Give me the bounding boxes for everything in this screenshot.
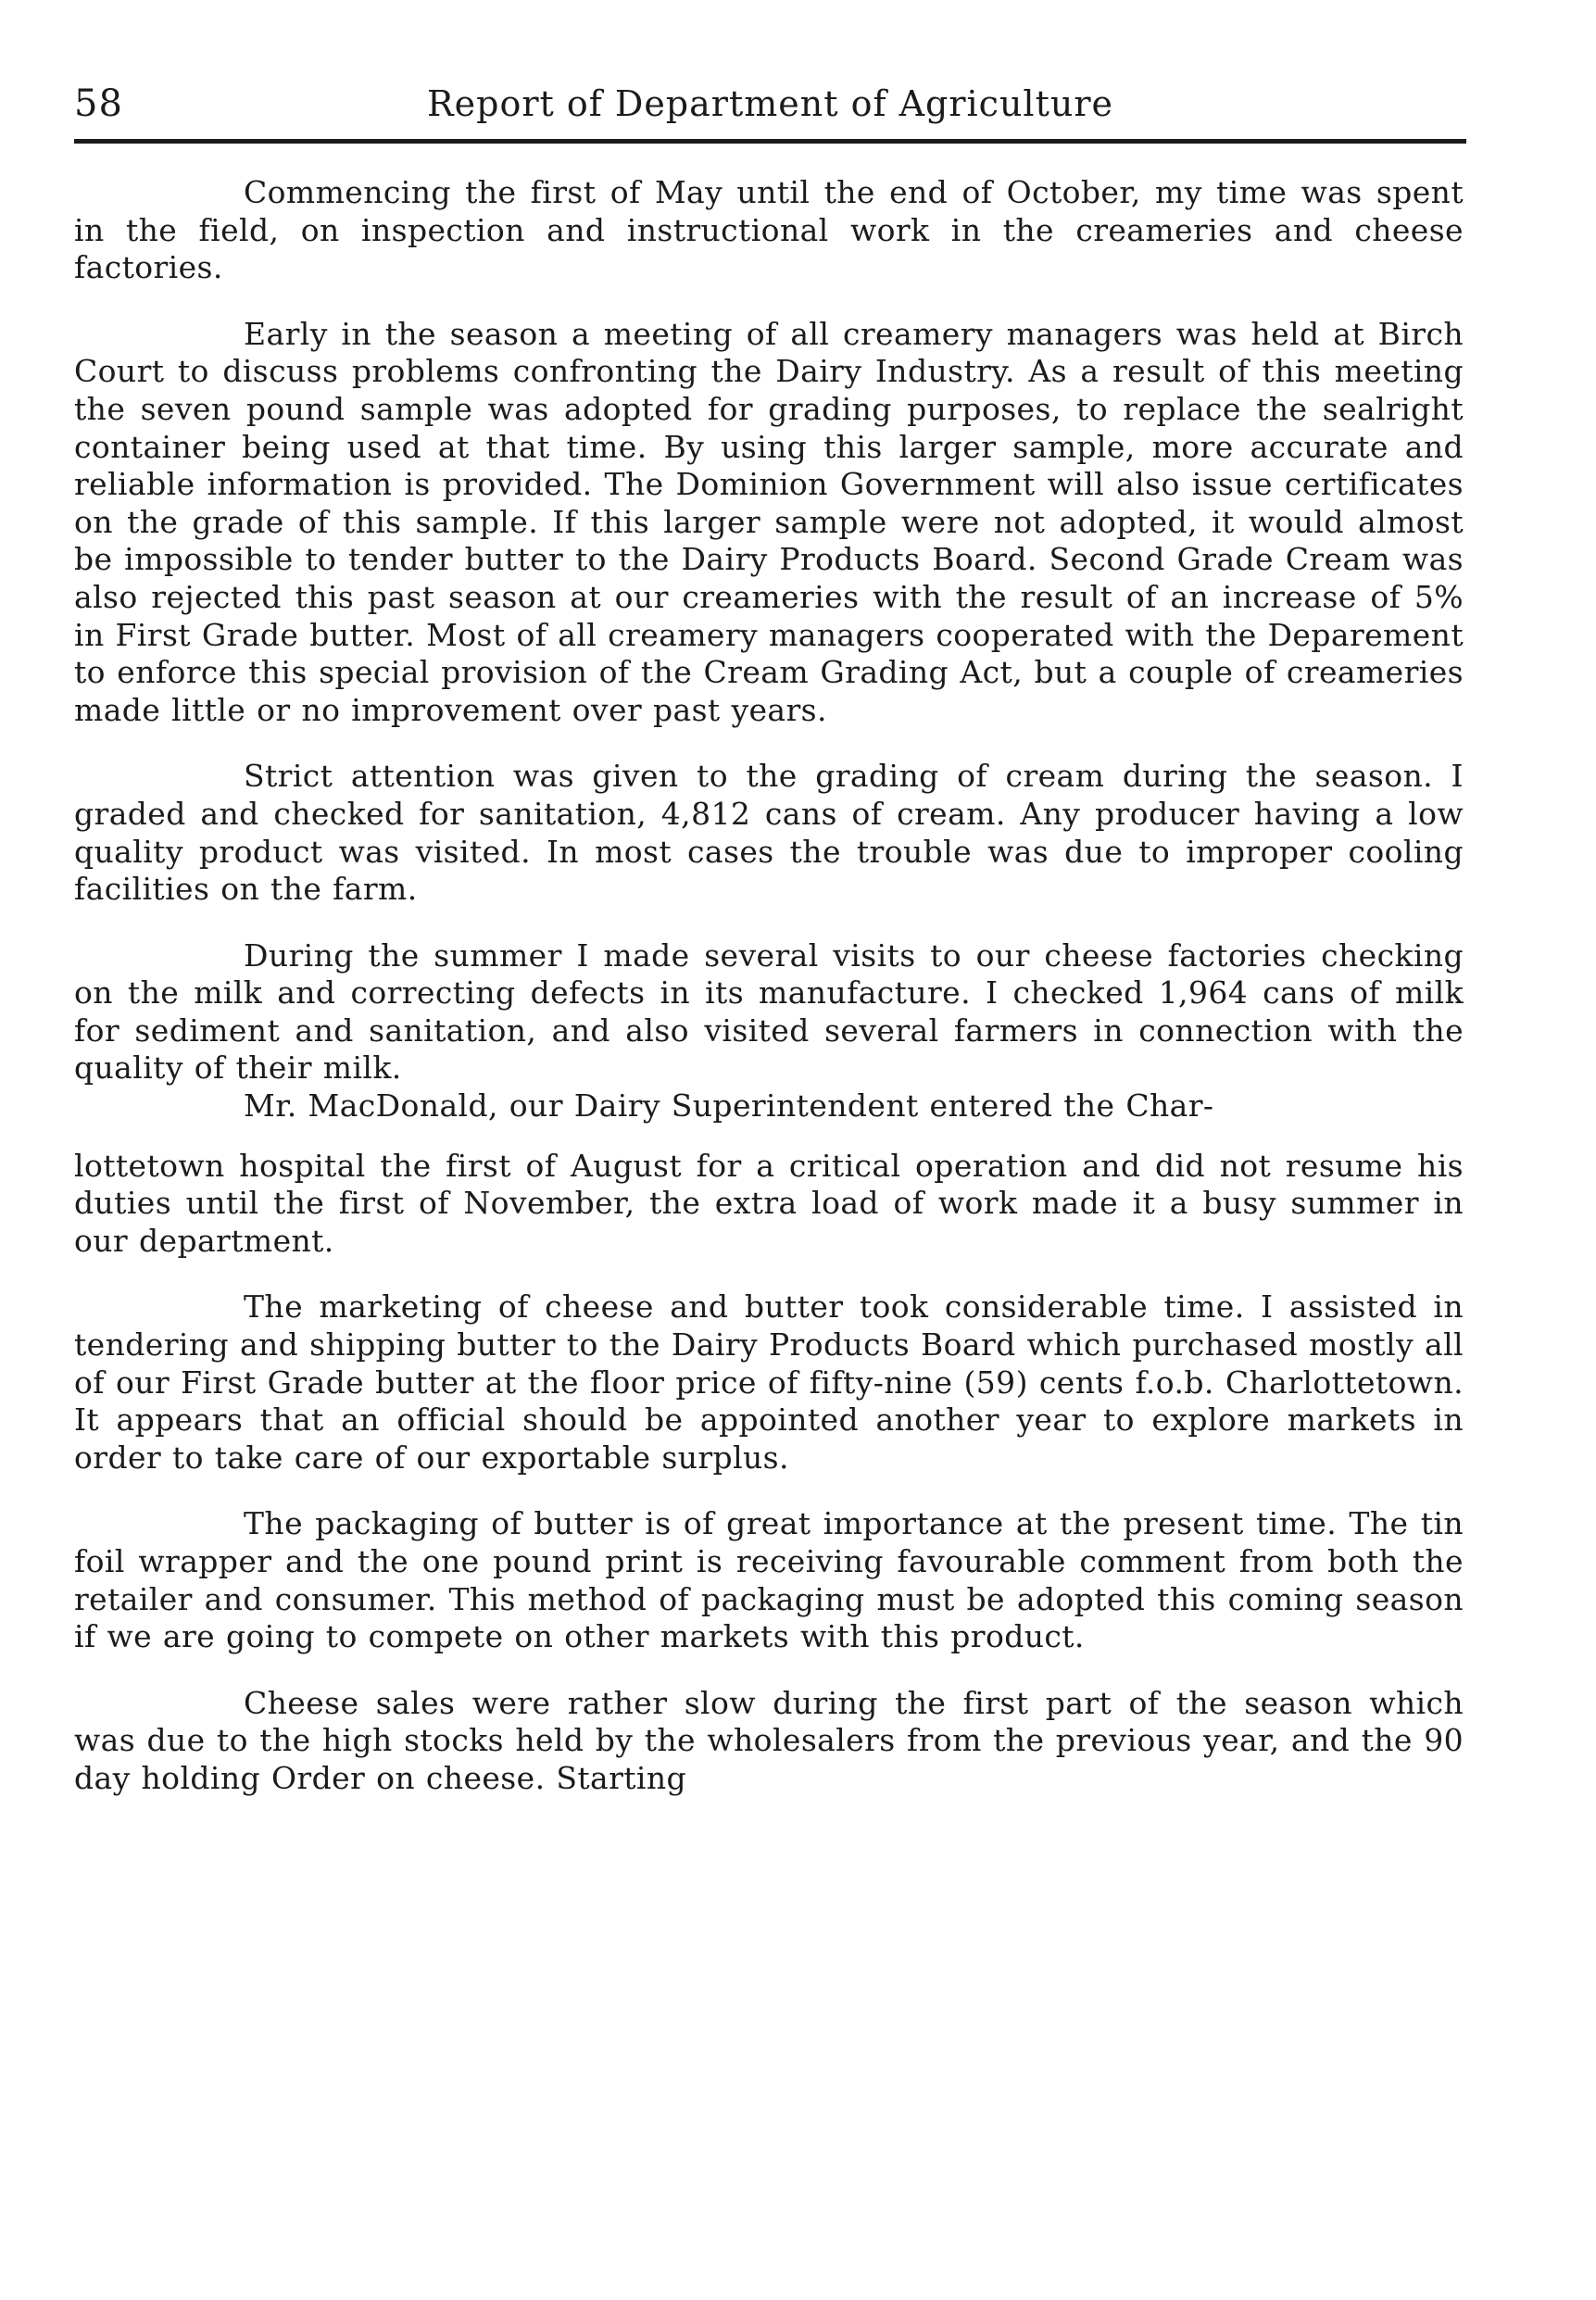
page-header <box>74 78 1466 130</box>
paragraph-cheese-sales: Cheese sales were rather slow during the first part of the season which was due to the high stocks held by the wholesalers from the previous year, and the 90 day holding Order on cheese. Starting <box>74 1684 1464 1796</box>
paragraph-cheese-factories: During the summer I made several visits to our cheese factories checking on the milk and correcting defects in its manufacture. I checked 1,964 cans of milk for sediment and sanitation, and also visited several farmers in connection with the quality of their milk. <box>74 936 1464 1087</box>
paragraph-superintendent-continued: lottetown hospital the first of August for a critical operation and did not resume his duties until the first of November, the extra load of work made it a busy summer in our department. <box>74 1147 1464 1259</box>
body-text <box>74 174 1464 1827</box>
paragraph-inspection-work: Commencing the first of May until the end of October, my time was spent in the field, on inspection and instructional work in the creameries and cheese factories. <box>74 174 1464 286</box>
paragraph-marketing: The marketing of cheese and butter took considerable time. I assisted in tendering and shipping butter to the Dairy Products Board which purchased mostly all of our First Grade butter at the floor price of fifty-nine (59) cents f.o.b. Charlottetown. It appears that an official should be appointed another year to explore markets in order to take care of our exportable surplus. <box>74 1288 1464 1476</box>
paragraph-managers-meeting: Early in the season a meeting of all creamery managers was held at Birch Court to discuss problems confronting the Dairy Industry. As a result of this meeting the seven pound sample was adopted for grading purposes, to replace the sealright container being used at that time. By using this larger sample, more accurate and reliable information is provided. The Dominion Government will also issue certificates on the grade of this sample. If this larger sample were not adopted, it would almost be impossible to tender butter to the Dairy Products Board. Second Grade Cream was also rejected this past season at our creameries with the result of an increase of 5% in First Grade butter. Most of all creamery managers cooperated with the Deparement to enforce this special provision of the Cream Grading Act, but a couple of creameries made little or no improvement over past years. <box>74 315 1464 728</box>
page-number: 58 <box>74 82 123 125</box>
paragraph-packaging: The packaging of butter is of great importance at the present time. The tin foil wrapper and the one pound print is receiving favourable comment from both the retailer and consumer. This method of packaging must be adopted this coming season if we are going to compete on other markets with this product. <box>74 1505 1464 1655</box>
paragraph-cream-grading: Strict attention was given to the grading of cream during the season. I graded and checked for sanitation, 4,812 cans of cream. Any producer having a low quality product was visited. In most cases the trouble was due to improper cooling facilities on the farm. <box>74 758 1464 908</box>
running-title: Report of Department of Agriculture <box>427 83 1113 124</box>
header-rule <box>74 139 1466 144</box>
paragraph-superintendent: Mr. MacDonald, our Dairy Superintendent entered the Char- <box>244 1087 1214 1125</box>
